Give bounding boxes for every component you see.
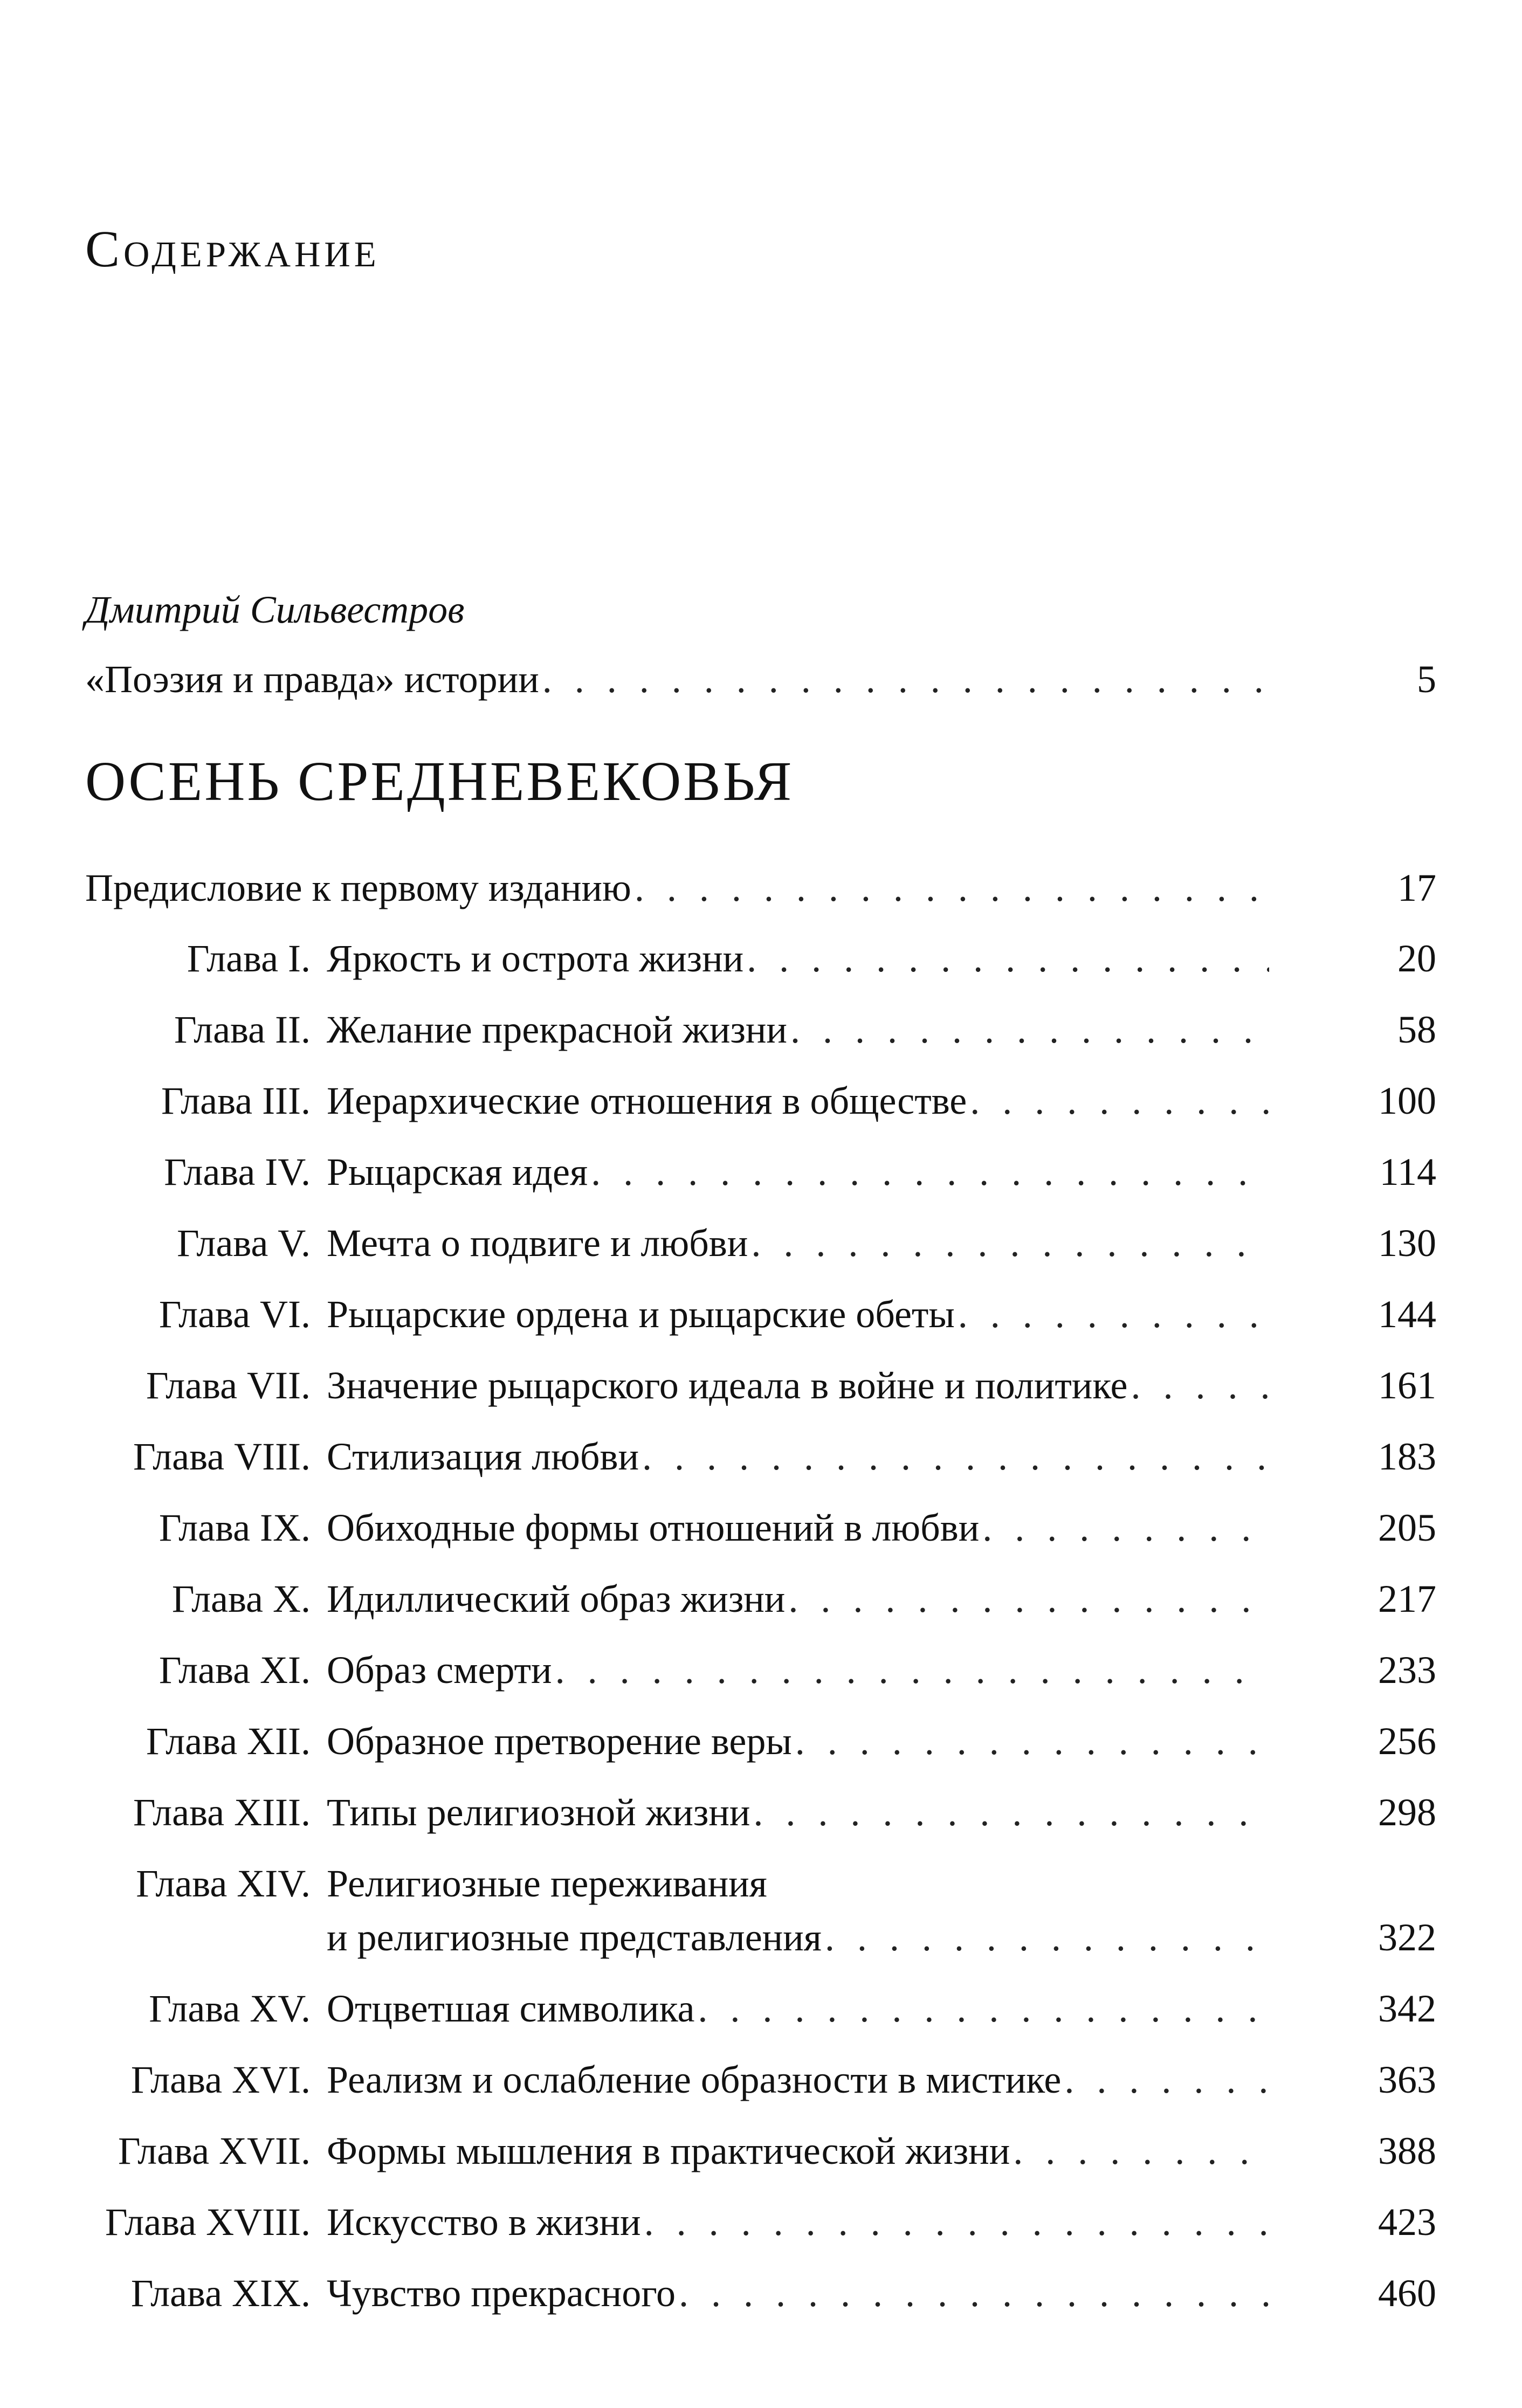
dot-leader: [555, 1643, 1269, 1697]
chapter-number: Глава IV.: [164, 1150, 311, 1193]
toc-entry-chapter[interactable]: [85, 1003, 1436, 1057]
toc-entry-preface[interactable]: [85, 861, 1436, 915]
toc-entry-title: Обиходные формы отношений в любви: [327, 1506, 980, 1549]
chapter-number: Глава III.: [161, 1079, 311, 1122]
toc-entry-chapter[interactable]: [85, 1501, 1436, 1555]
dot-leader: [644, 2195, 1269, 2249]
toc-entry-page: 217: [1378, 1577, 1436, 1620]
toc-entry-title: Яркость и острота жизни: [327, 937, 744, 980]
toc-entry-title: Значение рыцарского идеала в войне и политике: [327, 1364, 1128, 1407]
toc-entry-title: Реализм и ослабление образности в мистике: [327, 2058, 1062, 2101]
toc-entry-chapter[interactable]: [85, 1074, 1436, 1128]
toc-entry-title: и религиозные представления: [327, 1916, 822, 1959]
toc-entry-page: 100: [1378, 1079, 1436, 1122]
toc-entry-page: 5: [1417, 658, 1436, 701]
toc-entry-page: 183: [1378, 1435, 1436, 1478]
toc-entry-page: 58: [1397, 1008, 1436, 1051]
dot-leader: [698, 1982, 1269, 2036]
intro-author: Дмитрий Сильвестров: [85, 588, 465, 631]
chapter-number: Глава II.: [174, 1008, 311, 1051]
chapter-number: Глава VII.: [146, 1364, 311, 1407]
toc-entry-chapter[interactable]: [85, 1358, 1436, 1412]
chapter-number: Глава XIX.: [130, 2272, 311, 2315]
toc-entry-page: 20: [1397, 937, 1436, 980]
chapter-number: Глава XV.: [149, 1987, 311, 2030]
dot-leader: [982, 1501, 1269, 1555]
chapter-number: Глава VI.: [159, 1293, 311, 1336]
toc-entry-page: 322: [1378, 1916, 1436, 1959]
dot-leader: [751, 1216, 1269, 1270]
dot-leader: [958, 1287, 1269, 1341]
dot-leader: [753, 1785, 1269, 1839]
toc-entry-page: 298: [1378, 1791, 1436, 1834]
dot-leader: [795, 1714, 1269, 1768]
toc-entry-title: Искусство в жизни: [327, 2200, 641, 2244]
toc-entry-title: Рыцарские ордена и рыцарские обеты: [327, 1293, 955, 1336]
chapter-number: Глава VIII.: [133, 1435, 311, 1478]
toc-entry-title: Иерархические отношения в обществе: [327, 1079, 967, 1122]
toc-entry-chapter[interactable]: [85, 932, 1436, 985]
toc-entry-chapter[interactable]: [85, 1857, 1436, 1964]
toc-entry-page: 233: [1378, 1648, 1436, 1692]
toc-entry-page: 130: [1378, 1222, 1436, 1265]
chapter-number: Глава XIV.: [136, 1862, 311, 1905]
toc-entry-title: Мечта о подвиге и любви: [327, 1222, 748, 1265]
toc-entry-page: 17: [1397, 866, 1436, 909]
chapter-number: Глава XVIII.: [105, 2200, 311, 2244]
dot-leader: [747, 932, 1269, 985]
toc-entry-title: Отцветшая символика: [327, 1987, 695, 2030]
dot-leader: [642, 1430, 1269, 1484]
dot-leader: [1131, 1358, 1269, 1412]
toc-entry-chapter[interactable]: [85, 1982, 1436, 2036]
chapter-number: Глава XI.: [159, 1648, 311, 1692]
section-title: ОСЕНЬ СРЕДНЕВЕКОВЬЯ: [85, 750, 794, 812]
toc-entry-chapter[interactable]: [85, 2124, 1436, 2178]
chapter-number: Глава XIII.: [133, 1791, 311, 1834]
toc-entry-chapter[interactable]: [85, 2053, 1436, 2107]
toc-entry-title: Образ смерти: [327, 1648, 552, 1692]
dot-leader: [1064, 2053, 1269, 2107]
dot-leader: [788, 1572, 1269, 1626]
dot-leader: [635, 861, 1269, 915]
toc-entry-title-line1: Религиозные переживания: [327, 1862, 767, 1905]
toc-entry-title: Предисловие к первому изданию: [85, 866, 631, 909]
toc-entry-chapter[interactable]: [85, 1216, 1436, 1270]
toc-entry-title: Желание прекрасной жизни: [327, 1008, 787, 1051]
toc-entry-title: Идиллический образ жизни: [327, 1577, 786, 1620]
chapter-number: Глава XVI.: [130, 2058, 311, 2101]
toc-entry-page: 205: [1378, 1506, 1436, 1549]
page-title: Содержание: [85, 220, 380, 278]
toc-entry-title: Типы религиозной жизни: [327, 1791, 750, 1834]
toc-entry-chapter[interactable]: [85, 1430, 1436, 1484]
toc-entry-chapter[interactable]: [85, 1287, 1436, 1341]
toc-entry-title: Образное претворение веры: [327, 1720, 792, 1763]
toc-entry-chapter[interactable]: [85, 2195, 1436, 2249]
toc-entry-page: 460: [1378, 2272, 1436, 2315]
chapter-number: Глава XVII.: [118, 2129, 311, 2172]
toc-entry-title: «Поэзия и правда» истории: [85, 658, 539, 701]
toc-entry-page: 388: [1378, 2129, 1436, 2172]
chapter-number: Глава I.: [187, 937, 311, 980]
chapter-number: Глава X.: [171, 1577, 311, 1620]
toc-entry-title: Рыцарская идея: [327, 1150, 588, 1193]
toc-entry-page: 363: [1378, 2058, 1436, 2101]
dot-leader: [591, 1145, 1269, 1199]
toc-entry-page: 144: [1378, 1293, 1436, 1336]
toc-entry-chapter[interactable]: [85, 1572, 1436, 1626]
toc-entry-page: 114: [1379, 1150, 1436, 1193]
chapter-number: Глава XII.: [146, 1720, 311, 1763]
dot-leader: [679, 2266, 1269, 2320]
toc-entry-page: 161: [1378, 1364, 1436, 1407]
dot-leader: [542, 652, 1269, 706]
dot-leader: [825, 1910, 1269, 1964]
toc-entry-intro[interactable]: [85, 652, 1436, 706]
chapter-number: Глава IX.: [159, 1506, 311, 1549]
toc-entry-chapter[interactable]: [85, 1714, 1436, 1768]
toc-entry-chapter[interactable]: [85, 1643, 1436, 1697]
toc-entry-page: 423: [1378, 2200, 1436, 2244]
dot-leader: [970, 1074, 1269, 1128]
toc-entry-page: 256: [1378, 1720, 1436, 1763]
toc-entry-title: Стилизация любви: [327, 1435, 639, 1478]
toc-entry-chapter[interactable]: [85, 1785, 1436, 1839]
dot-leader: [1013, 2124, 1269, 2178]
toc-entry-chapter[interactable]: [85, 2266, 1436, 2320]
toc-entry-chapter[interactable]: [85, 1145, 1436, 1199]
dot-leader: [790, 1003, 1269, 1057]
chapter-number: Глава V.: [177, 1222, 311, 1265]
toc-entry-title: Формы мышления в практической жизни: [327, 2129, 1010, 2172]
toc-entry-page: 342: [1378, 1987, 1436, 2030]
toc-entry-title: Чувство прекрасного: [327, 2272, 676, 2315]
